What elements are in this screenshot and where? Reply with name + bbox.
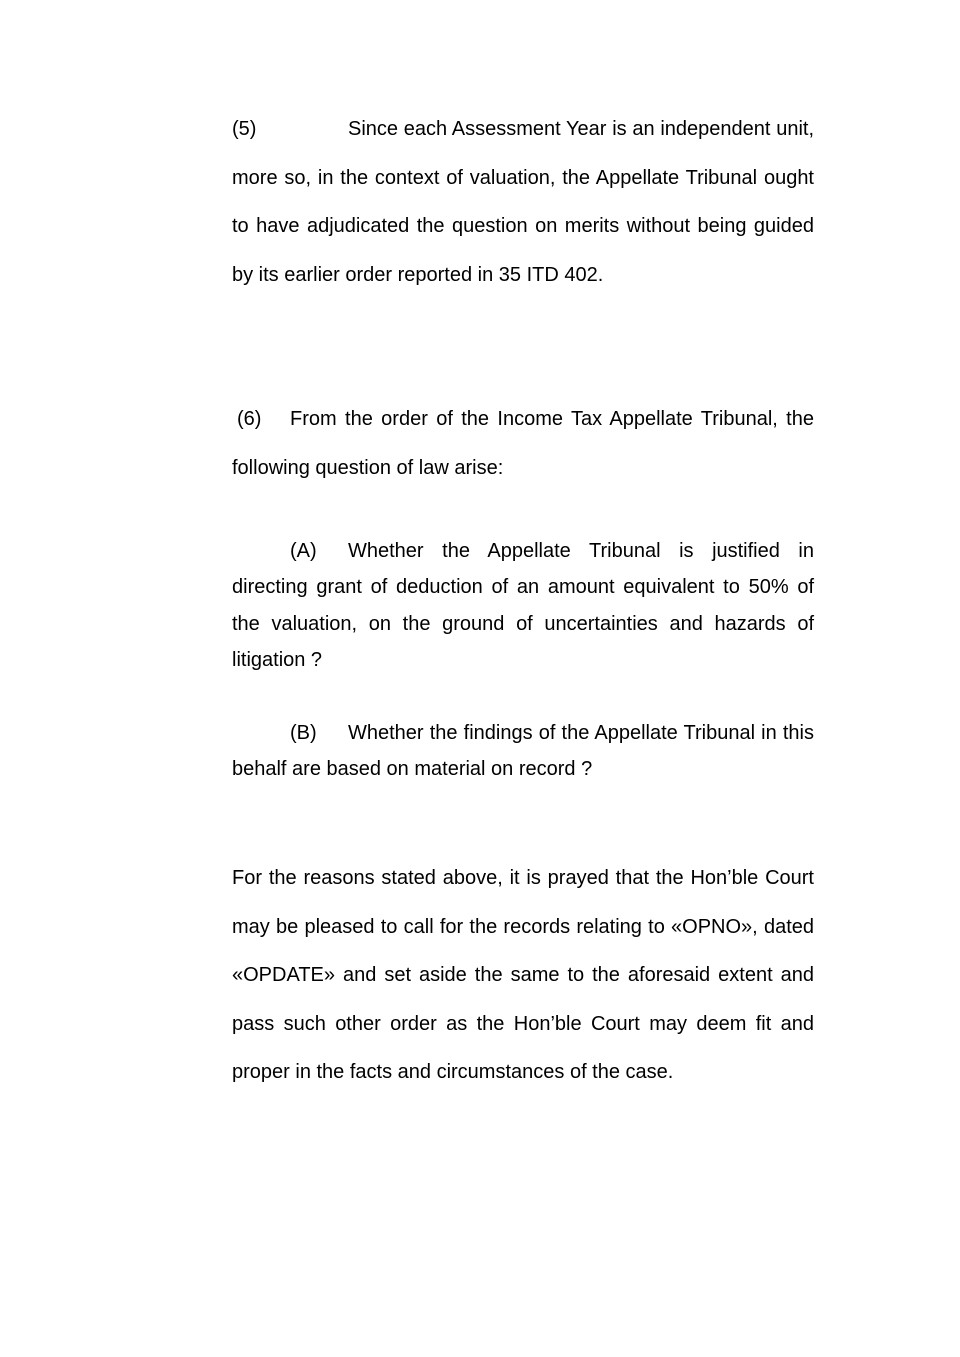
- prayer-paragraph: [232, 854, 814, 1097]
- paragraph-6: [232, 395, 814, 492]
- prayer-text: For the reasons stated above, it is prayed that the Hon’ble Court may be pleased to call for the records relating to «OPNO», dated «OPDATE» and set aside the same to the aforesaid extent and pass such other order as the Hon’ble Court may deem fit and proper in the facts and circumstances of the case.: [232, 867, 814, 1083]
- question-b-label: (B): [290, 722, 317, 744]
- paragraph-5: [232, 105, 814, 299]
- question-b: [232, 715, 814, 788]
- paragraph-6-number: (6): [237, 408, 262, 430]
- question-b-text: Whether the findings of the Appellate Tribunal in this behalf are based on material on record ?: [232, 722, 814, 781]
- question-a: [232, 533, 814, 678]
- paragraph-6-text: From the order of the Income Tax Appellate Tribunal, the following question of law arise:: [232, 408, 814, 479]
- question-a-label: (A): [290, 540, 317, 562]
- document-page: [232, 0, 814, 1357]
- question-a-text: Whether the Appellate Tribunal is justified in directing grant of deduction of an amount equivalent to 50% of the valuation, on the ground of uncertainties and hazards of litigation ?: [232, 540, 814, 671]
- paragraph-5-text: Since each Assessment Year is an independent unit, more so, in the context of valuation, the Appellate Tribunal ought to have adjudicated the question on merits without being guided by its earlier order reported in 35 ITD 402.: [232, 118, 814, 286]
- paragraph-5-number: (5): [232, 118, 257, 140]
